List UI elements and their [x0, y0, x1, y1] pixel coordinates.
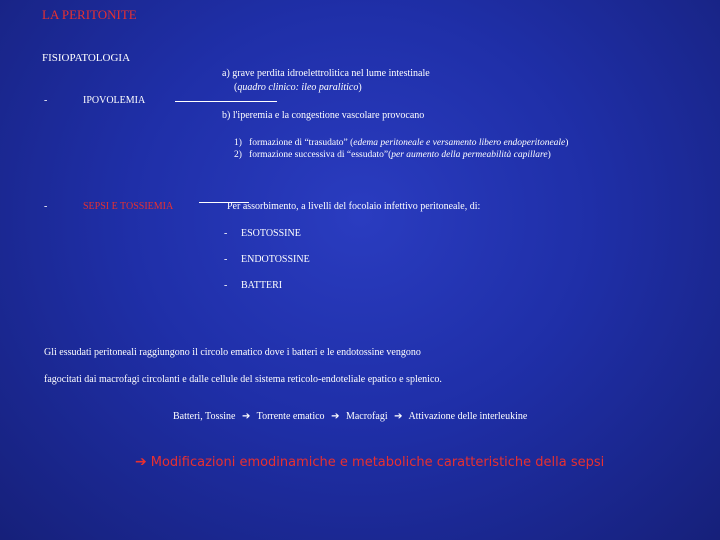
flow-chain — [173, 411, 527, 422]
ipovolemia-dash: - — [44, 95, 48, 106]
subpoint-2-italic: per aumento della permeabilità capillare — [391, 150, 548, 160]
ipovolemia-point-a — [222, 68, 430, 79]
ipovolemia-subpoint-2 — [234, 150, 551, 160]
subpoint-1-text: formazione di “trasudato” ( — [249, 138, 354, 148]
subpoint-2-text: formazione successiva di “essudato”( — [249, 150, 392, 160]
sepsi-item-3 — [224, 280, 283, 291]
flow-step-3: Macrofagi — [345, 411, 388, 422]
ipovolemia-point-b: b) l'iperemia e la congestione vascolare provocano — [222, 110, 425, 121]
sepsi-dash: - — [44, 201, 48, 212]
subpoint-2-num: 2) — [234, 150, 242, 160]
point-a-open: ( — [234, 82, 238, 93]
item-1-label: ESOTOSSINE — [241, 228, 301, 239]
ipovolemia-connector-line — [175, 101, 277, 102]
subpoint-1-num: 1) — [234, 138, 242, 148]
item-3-dash: - — [224, 280, 228, 291]
ipovolemia-label: IPOVOLEMIA — [83, 95, 146, 106]
section-heading: FISIOPATOLOGIA — [42, 52, 131, 64]
sepsi-item-1 — [224, 228, 301, 239]
arrow-right-icon: ➔ — [135, 454, 147, 470]
point-a-note — [234, 82, 362, 93]
subpoint-1-italic: edema peritoneale e versamento libero endoperitoneale — [353, 138, 566, 148]
point-a-italic: quadro clinico: ileo paralitico — [237, 82, 359, 93]
subpoint-1-close: ) — [565, 138, 569, 148]
arrow-right-icon: ➔ — [241, 411, 251, 422]
point-a-close: ) — [358, 82, 362, 93]
point-a-text: a) grave perdita idroelettrolitica nel lume intestinale — [222, 68, 430, 79]
flow-step-2: Torrente ematico — [256, 411, 325, 422]
page-title: LA PERITONITE — [42, 7, 137, 22]
sepsi-intro: Per assorbimento, a livelli del focolaio infettivo peritoneale, di: — [227, 201, 481, 212]
arrow-right-icon: ➔ — [394, 411, 403, 422]
paragraph-line-1: Gli essudati peritoneali raggiungono il circolo ematico dove i batteri e le endotossine vengono — [44, 347, 421, 358]
conclusion-text: Modificazioni emodinamiche e metaboliche caratteristiche della sepsi — [150, 455, 605, 470]
flow-step-1: Batteri, Tossine — [173, 411, 236, 422]
sepsi-item-2 — [224, 254, 310, 265]
item-2-dash: - — [224, 254, 228, 265]
item-2-label: ENDOTOSSINE — [241, 254, 310, 265]
item-3-label: BATTERI — [241, 280, 283, 291]
item-1-dash: - — [224, 228, 228, 239]
subpoint-2-close: ) — [547, 150, 551, 160]
paragraph-line-2: fagocitati dai macrofagi circolanti e dalle cellule del sistema reticolo-endoteliale epatico e splenico. — [44, 374, 442, 385]
sepsi-label: SEPSI E TOSSIEMIA — [83, 201, 174, 212]
arrow-right-icon: ➔ — [331, 411, 340, 422]
conclusion — [135, 453, 604, 471]
flow-step-4: Attivazione delle interleukine — [408, 411, 528, 422]
ipovolemia-subpoint-1 — [234, 138, 568, 148]
